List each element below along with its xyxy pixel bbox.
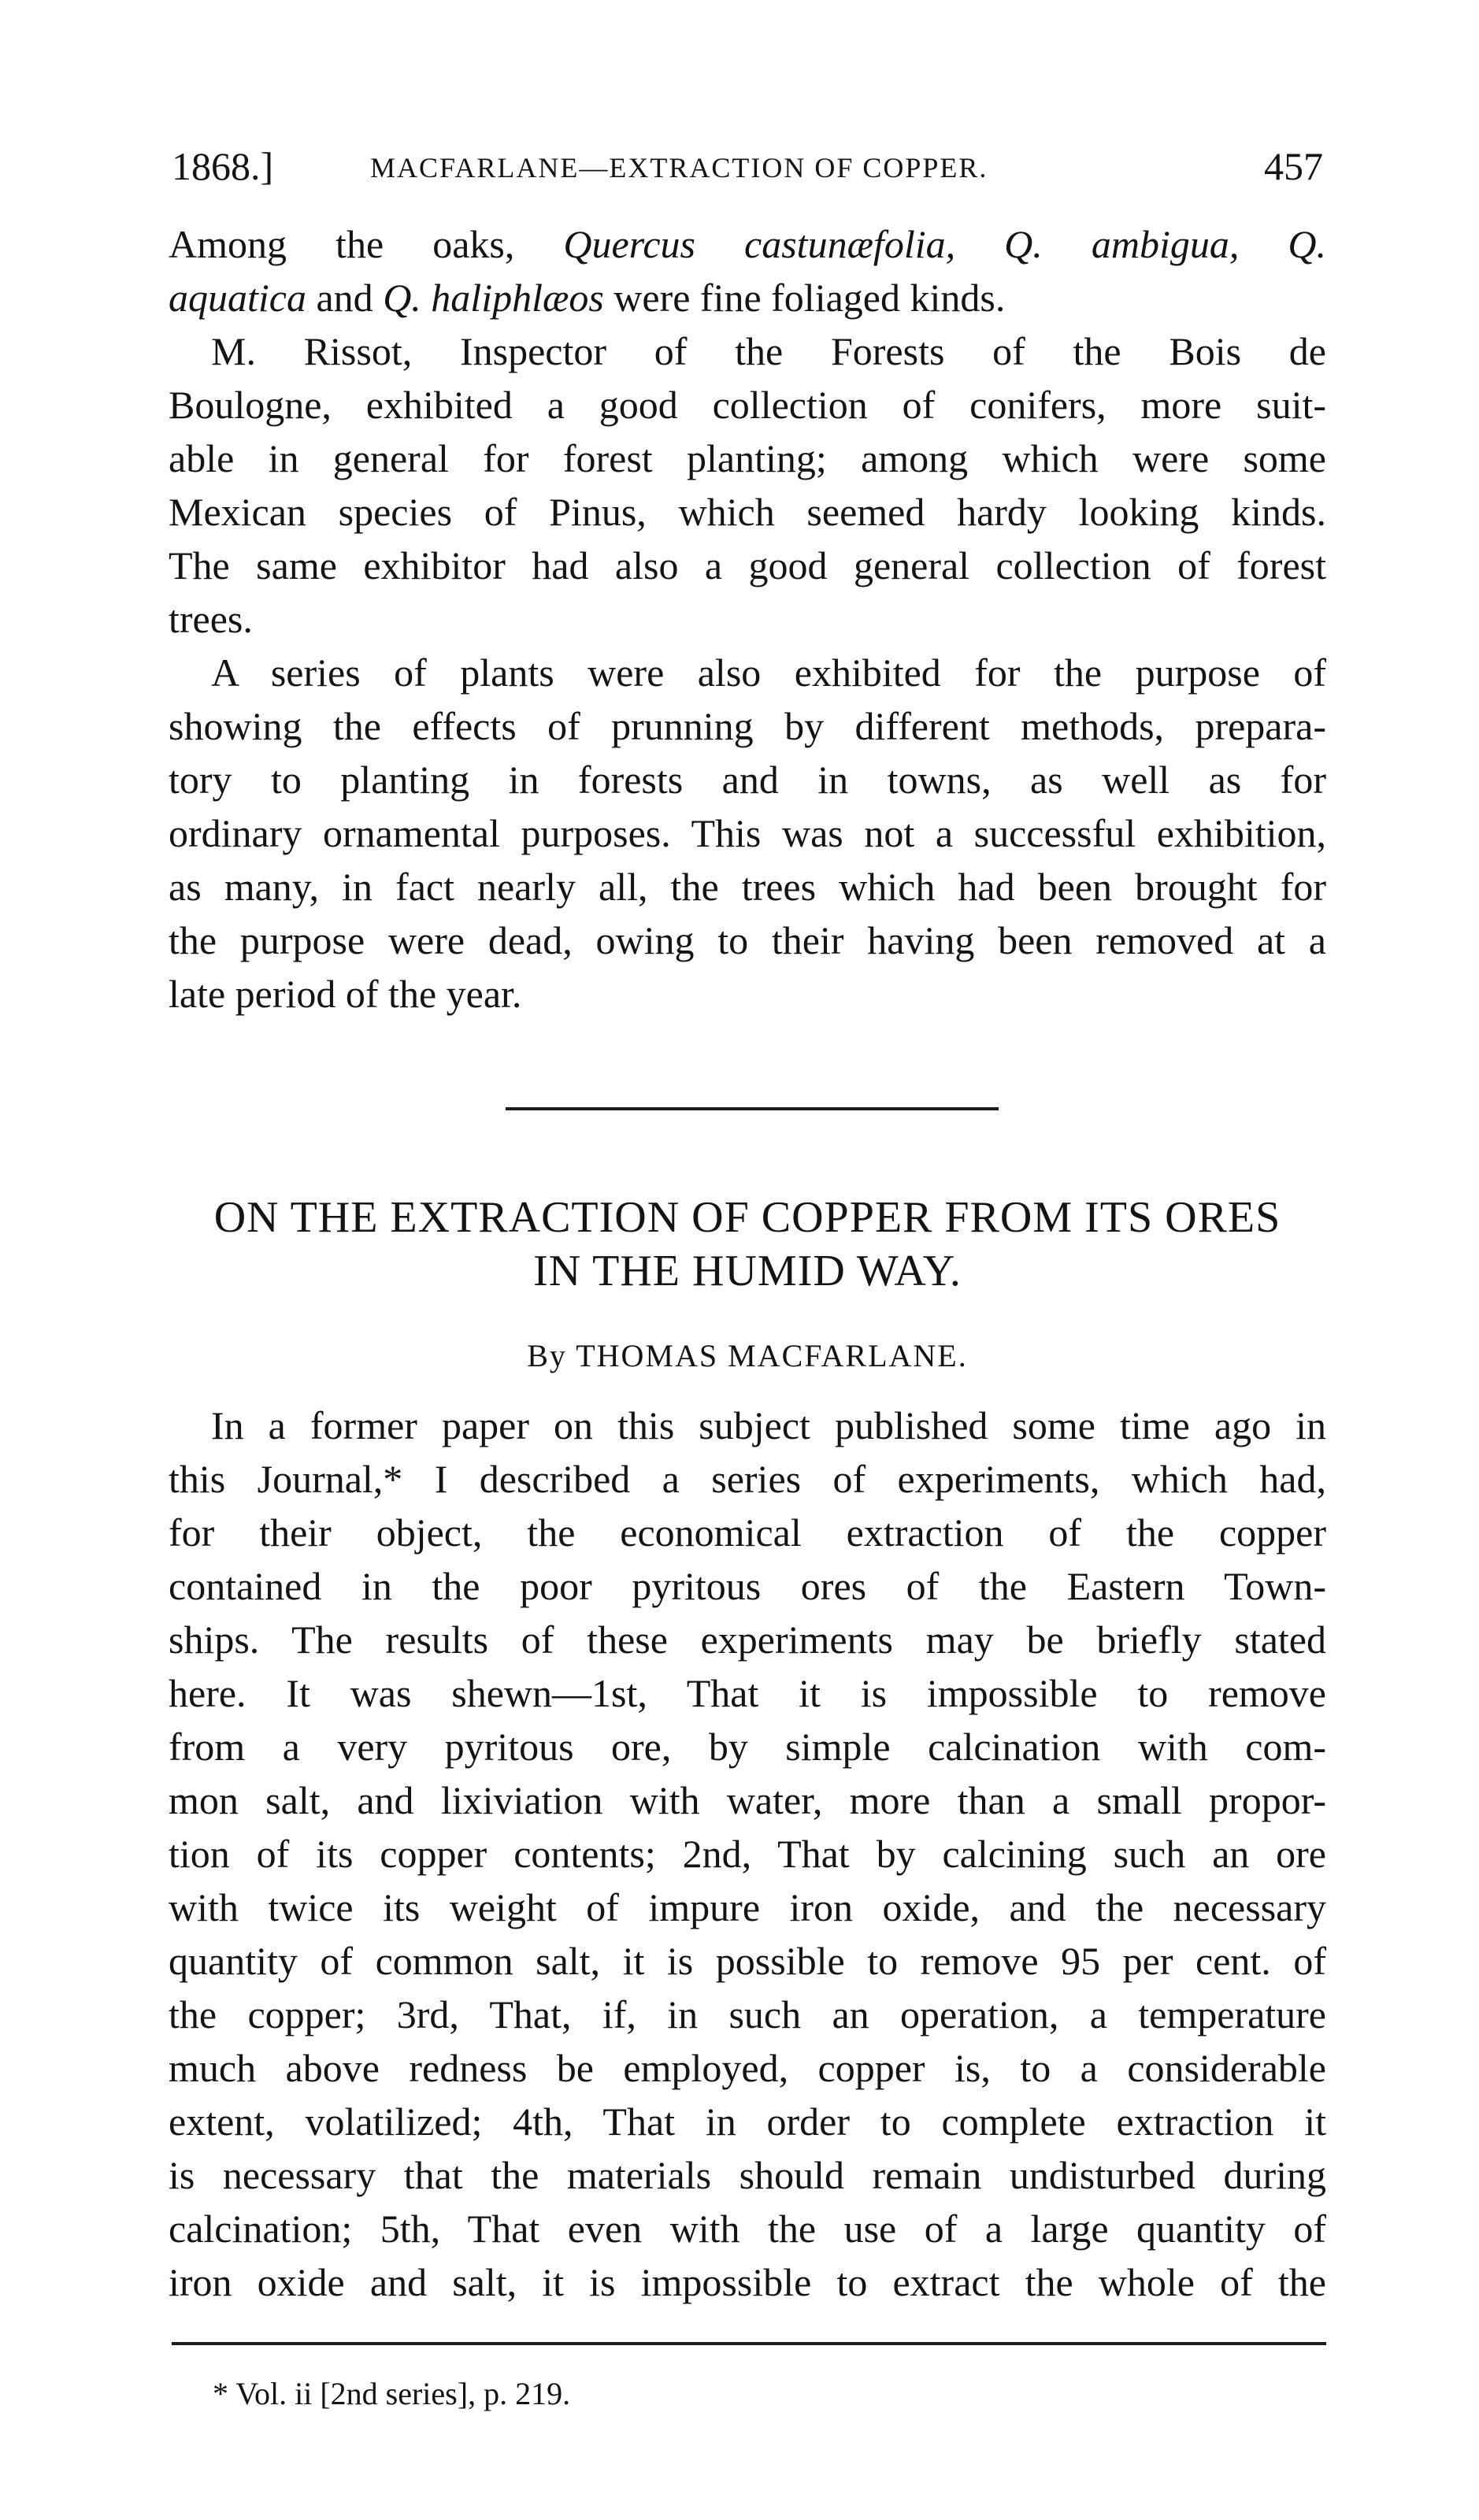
paragraph-line: The same exhibitor had also a good general collection of forest	[169, 543, 1326, 587]
paragraph-line: contained in the poor pyritous ores of the Eastern Town-	[169, 1564, 1326, 1608]
header-year: 1868.]	[172, 144, 274, 188]
article-title-line-2: IN THE HUMID WAY.	[533, 1247, 962, 1295]
paragraph-line: for their object, the economical extraction of the copper	[169, 1510, 1326, 1555]
article-body	[169, 1399, 1326, 2309]
paragraph-line: ordinary ornamental purposes. This was not a successful exhibition,	[169, 811, 1326, 855]
page-number: 457	[1264, 144, 1323, 188]
paragraph-line: trees.	[169, 597, 253, 641]
paragraph-line: is necessary that the materials should remain undisturbed during	[169, 2153, 1326, 2197]
prev-article-text	[169, 217, 1326, 1021]
paragraph-line: the purpose were dead, owing to their having been removed at a	[169, 918, 1326, 962]
paragraph-line: mon salt, and lixiviation with water, more than a small propor-	[169, 1778, 1326, 1822]
paragraph-line: M. Rissot, Inspector of the Forests of the Bois de	[211, 329, 1326, 373]
paragraph-line: late period of the year.	[169, 972, 522, 1016]
paragraph-line: with twice its weight of impure iron oxide, and the necessary	[169, 1885, 1326, 1929]
paragraph-line: from a very pyritous ore, by simple calcination with com-	[169, 1725, 1326, 1769]
paragraph-line: Boulogne, exhibited a good collection of conifers, more suit-	[169, 383, 1326, 427]
paragraph-line: this Journal,* I described a series of experiments, which had,	[169, 1457, 1326, 1501]
paragraph-line: Mexican species of Pinus, which seemed hardy looking kinds.	[169, 490, 1326, 534]
paragraph-line: iron oxide and salt, it is impossible to extract the whole of the	[169, 2260, 1326, 2304]
paragraph-line: much above redness be employed, copper is, to a considerable	[169, 2046, 1326, 2090]
paragraph-line: showing the effects of prunning by different methods, prepara-	[169, 704, 1326, 748]
article-byline: By THOMAS MACFARLANE.	[527, 1338, 968, 1373]
paragraph-line: ships. The results of these experiments may be briefly stated	[169, 1618, 1326, 1662]
paragraph-line: A series of plants were also exhibited for the purpose of	[211, 650, 1326, 695]
footnote-rule	[172, 2342, 1326, 2345]
running-header	[172, 135, 1323, 198]
paragraph-line: quantity of common salt, it is possible to remove 95 per cent. of	[169, 1939, 1326, 1983]
paragraph-line: as many, in fact nearly all, the trees which had been brought for	[169, 865, 1326, 909]
header-running-title: MACFARLANE—EXTRACTION OF COPPER.	[370, 152, 988, 183]
paragraph-line: extent, volatilized; 4th, That in order to complete extraction it	[169, 2099, 1326, 2144]
paragraph-line: In a former paper on this subject published some time ago in	[211, 1403, 1326, 1447]
footnote: * Vol. ii [2nd series], p. 219.	[213, 2376, 571, 2411]
section-divider	[506, 1107, 999, 1110]
article-title-line-1: ON THE EXTRACTION OF COPPER FROM ITS ORES	[213, 1193, 1281, 1242]
paragraph-line: able in general for forest planting; among which were some	[169, 436, 1326, 480]
paragraph-line: the copper; 3rd, That, if, in such an operation, a temperature	[169, 1992, 1326, 2036]
paragraph-line: tion of its copper contents; 2nd, That by calcining such an ore	[169, 1832, 1326, 1876]
paragraph-line: aquatica and Q. haliphlæos were fine foliaged kinds.	[169, 276, 1006, 320]
paragraph-line: here. It was shewn—1st, That it is impossible to remove	[169, 1671, 1326, 1715]
paragraph-line: calcination; 5th, That even with the use of a large quantity of	[169, 2207, 1326, 2251]
paragraph-line: Among the oaks, Quercus castunæfolia, Q. ambigua, Q.	[169, 222, 1327, 266]
paragraph-line: tory to planting in forests and in towns, as well as for	[169, 758, 1326, 802]
